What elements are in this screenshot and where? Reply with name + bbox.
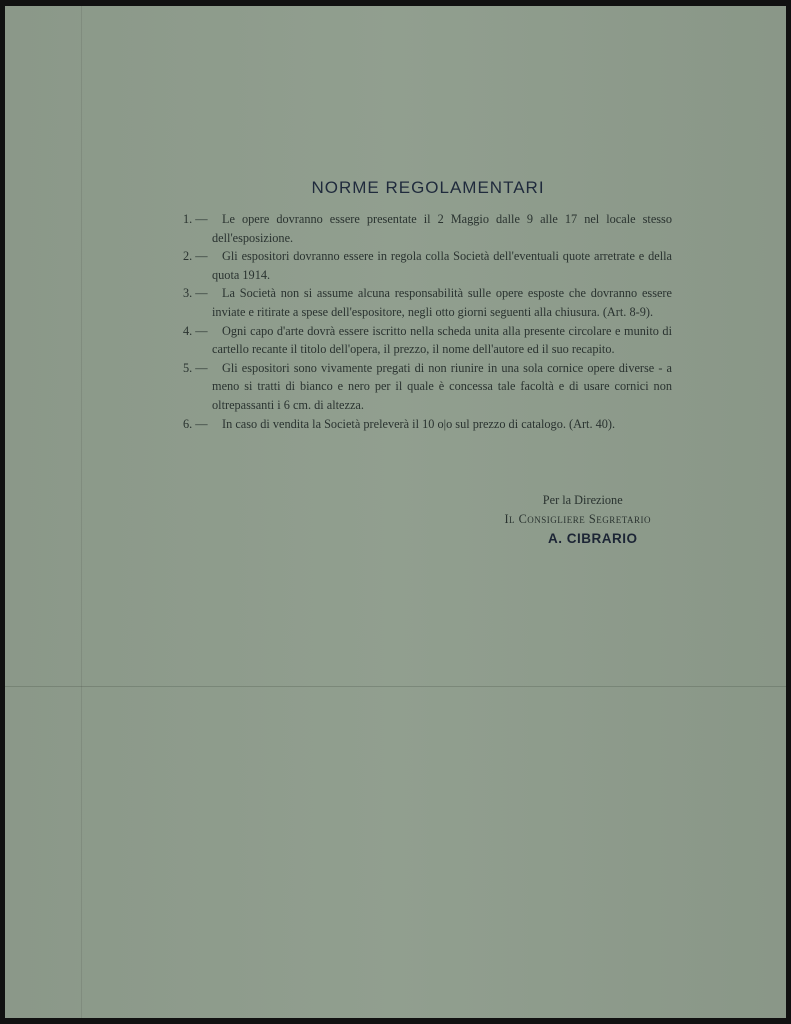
rule-item — [180, 284, 672, 321]
rule-item — [180, 359, 672, 415]
rule-item — [180, 210, 672, 247]
signature-name: A. CIBRARIO — [547, 531, 638, 546]
signature-line-2: Il Consigliere Segretario — [504, 512, 651, 526]
rule-number: 2. — — [183, 249, 208, 264]
rules-list — [180, 210, 672, 433]
rule-text: In caso di vendita la Società preleverà il 10 o|o sul prezzo di catalogo. (Art. 40). — [222, 416, 616, 431]
margin-crease — [81, 6, 82, 1018]
rule-item — [180, 247, 672, 284]
rule-text: Gli espositori sono vivamente pregati di non riunire in una sola cornice opere diverse - a meno si tratti di bianco e nero per il quale è concessa tale facoltà e di usare cornici non oltrepassanti i 6 cm. di altezza. — [212, 360, 672, 412]
document-title: NORME REGOLAMENTARI — [311, 178, 545, 197]
rule-text: Gli espositori dovranno essere in regola colla Società dell'eventuali quote arretrate e della quota 1914. — [212, 249, 672, 282]
rule-number: 3. — — [183, 286, 208, 301]
rule-number: 1. — — [183, 212, 208, 226]
rule-item — [180, 415, 672, 434]
fold-line — [5, 686, 786, 687]
document-page — [5, 6, 786, 1018]
rule-number: 4. — — [183, 323, 208, 338]
rule-number: 6. — — [183, 416, 208, 431]
rule-number: 5. — — [183, 360, 208, 375]
signature-block — [504, 491, 651, 548]
rule-text: La Società non si assume alcuna responsabilità sulle opere esposte che dovranno essere inviate e ritirate a spese dell'espositore, negli otto giorni seguenti alla chiusura. (Art. 8-9). — [212, 286, 672, 319]
rule-text: Le opere dovranno essere presentate il 2 Maggio dalle 9 alle 17 nel locale stesso dell'esposizione. — [212, 212, 672, 245]
rule-text: Ogni capo d'arte dovrà essere iscritto nella scheda unita alla presente circolare e munito di cartello recante il titolo dell'opera, il prezzo, il nome dell'autore ed il suo recapito. — [212, 323, 672, 357]
signature-line-1: Per la Direzione — [542, 493, 623, 507]
rule-item — [180, 322, 672, 359]
